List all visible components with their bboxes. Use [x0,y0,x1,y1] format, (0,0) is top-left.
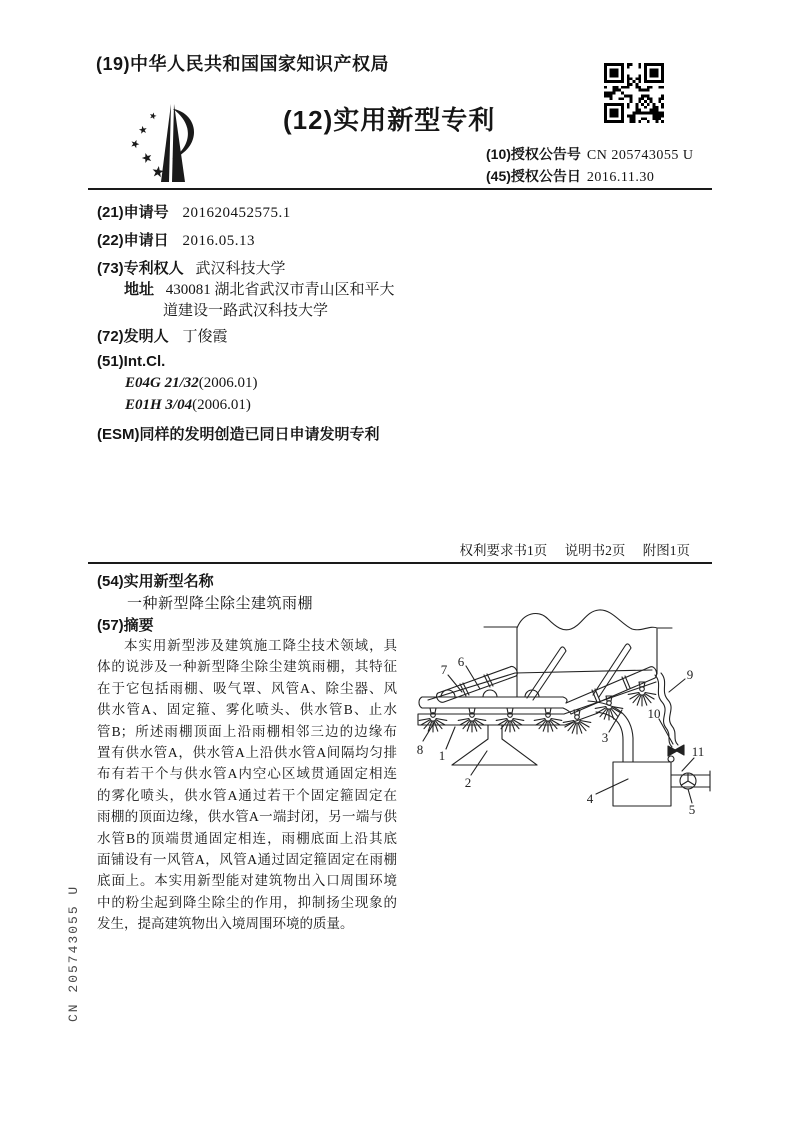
figure-label: 8 [416,742,424,757]
application-date-row [97,229,255,250]
application-number-label: (21)申请号 [97,204,169,221]
figure-label: 3 [601,730,609,745]
abstract-line: 管B；所述雨棚顶面上沿雨棚相邻三边的边缘布 [97,723,397,739]
address-line1: 430081 湖北省武汉市青山区和平大 [165,282,395,298]
application-number-row [97,201,291,222]
body-divider-line [88,562,712,564]
title-section-label: (54)实用新型名称 [97,573,214,590]
abstract-line: 体的说涉及一种新型降尘除尘建筑雨棚，其特征 [97,659,397,675]
patent-figure [400,598,760,842]
abstract-line: 供水管A、固定箍、雾化喷头、供水管B、止水 [97,702,397,718]
abstract-line: 在于它包括雨棚、吸气罩、风管A、除尘器、风 [97,680,397,696]
abstract-line: 底面上。本实用新型能对建筑物出入口周围环境 [97,873,397,889]
figure-label: 7 [440,662,448,677]
patent-office-name: (19)中华人民共和国国家知识产权局 [96,54,390,74]
patentee-label: (73)专利权人 [97,260,184,277]
cnipa-logo [127,96,212,192]
abstract-line: 本实用新型涉及建筑施工降尘技术领域，具 [124,638,397,653]
publication-date-label: (45)授权公告日 [486,168,581,184]
side-publication-code: CN 205743055 U [66,884,81,1022]
figure-label: 1 [438,748,446,763]
abstract-line: 水管B的顶端贯通固定相连，雨棚底面上沿其底 [97,830,397,846]
intcl-1-date: (2006.01) [198,375,258,391]
esm-note: (ESM)同样的发明创造已同日申请发明专利 [97,426,380,443]
figure-label: 11 [691,744,705,759]
abstract-text [97,635,397,934]
abstract-line: 置有供水管A，供水管A上沿供水管A间隔均匀排 [97,744,397,760]
abstract-line: 布有若干个与供水管A内空心区域贯通固定相连 [97,766,397,782]
cnipa-logo-graphic [127,96,212,192]
wall-outline [484,610,672,697]
abstract-line: 雨棚的顶面边缘，供水管A一端封闭，另一端与供 [97,809,397,825]
application-date-value: 2016.05.13 [182,233,255,249]
figure-label: 9 [686,667,694,682]
inventor-label: (72)发明人 [97,328,169,345]
supply-pipe-a-right [563,667,657,714]
abstract-label: (57)摘要 [97,617,154,634]
supply-hose-b [661,673,678,745]
leader-lines [423,666,694,803]
figure-label: 2 [464,775,472,790]
figure-label: 4 [586,791,594,806]
pages-description: 说明书2页 [564,543,626,558]
figure-label: 6 [457,654,465,669]
intcl-2-class: E01H 3/04 [125,397,193,413]
address-line2: 道建设一路武汉科技大学 [163,303,329,319]
water-stop-clamp [668,745,684,756]
publication-number-value: CN 205743055 U [586,148,694,163]
inventor-value: 丁俊霞 [182,329,228,345]
dust-remover-box [613,762,671,806]
abstract-line: 的雾化喷头，供水管A通过若干个固定箍固定在 [97,787,397,803]
pages-claims: 权利要求书1页 [459,543,548,558]
abstract-line: 面铺设有一风管A，风管A通过固定箍固定在雨棚 [97,851,397,867]
qr-code-graphic [604,63,664,123]
publication-number-label: (10)授权公告号 [486,146,581,162]
qr-code [604,63,664,123]
intcl-label: (51)Int.Cl. [97,353,166,370]
publication-date-value: 2016.11.30 [586,170,655,185]
intcl-entry-2 [125,397,251,414]
intcl-2-date: (2006.01) [192,397,251,413]
patent-figure-drawing [400,598,760,842]
water-stop-clamp [668,756,674,762]
publication-date-row [486,166,654,186]
application-number-value: 201620452575.1 [182,205,291,221]
invention-title: 一种新型降尘除尘建筑雨棚 [127,596,314,612]
pages-info [0,539,690,559]
support-rod [527,647,566,700]
address-label: 地址 [124,281,155,298]
inventor-row [97,325,227,346]
figure-label: 5 [688,802,696,817]
header-divider-line [88,188,712,190]
abstract-line: 中的粉尘起到降尘除尘的作用，抑制扬尘现象的 [97,894,397,910]
logo-stars [130,112,165,178]
patentee-value: 武汉科技大学 [195,261,286,277]
suction-hood [452,725,537,765]
fan-outlet-pipe [671,771,710,791]
intcl-entry-1 [125,375,258,392]
document-type-title: (12)实用新型专利 [283,105,496,135]
address-row [124,278,395,299]
pages-figures: 附图1页 [642,543,690,558]
application-date-label: (22)申请日 [97,232,169,249]
publication-number-row [486,144,693,164]
abstract-line: 发生，提高建筑物出入境周围环境的质量。 [97,916,354,932]
patentee-row [97,257,285,278]
intcl-1-class: E04G 21/32 [125,375,199,391]
figure-label: 10 [647,706,661,721]
